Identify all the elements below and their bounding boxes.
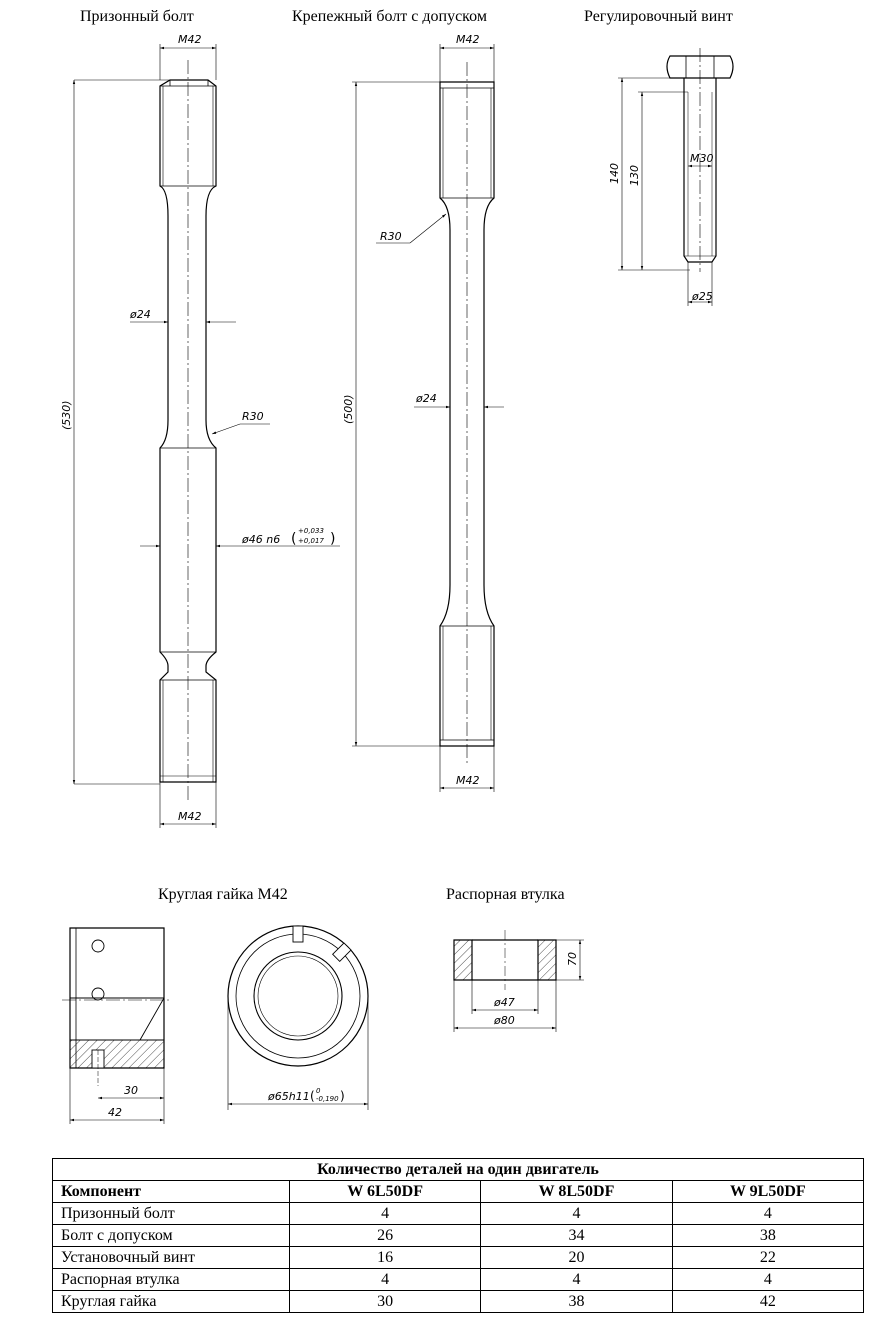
dim-140: 140: [608, 163, 621, 184]
dim-r30-fitted: R30: [242, 410, 264, 423]
svg-text:(: (: [291, 531, 297, 547]
dim-d24-tol: ø24: [416, 392, 437, 405]
title-tolerance-bolt: Крепежный болт с допуском: [292, 8, 487, 25]
cell-value: 16: [290, 1247, 481, 1269]
round-nut-side-view: [62, 928, 172, 1086]
title-spacer: Распорная втулка: [446, 886, 565, 903]
table-caption-row: [53, 1159, 864, 1181]
svg-text:(: (: [310, 1089, 315, 1103]
dim-r30-tol: R30: [380, 230, 402, 243]
table-header-row: [53, 1181, 864, 1203]
cell-value: 4: [290, 1269, 481, 1291]
dim-d46-tol-upper: +0,033: [298, 527, 324, 535]
cell-value: 4: [672, 1203, 863, 1225]
cell-value: 34: [481, 1225, 672, 1247]
svg-text:): ): [340, 1089, 345, 1103]
dim-d24-fitted: ø24: [130, 308, 151, 321]
dim-500: (500): [342, 394, 355, 424]
dim-d25: ø25: [692, 290, 713, 303]
title-fitted-bolt: Призонный болт: [80, 8, 194, 25]
dim-m42-top: M42: [178, 33, 202, 46]
dim-m42-tol-bottom: M42: [456, 774, 480, 787]
header-component: Компонент: [53, 1181, 290, 1203]
cell-value: 4: [672, 1269, 863, 1291]
round-nut-front-view: [228, 926, 368, 1066]
spacer-drawing: [454, 930, 556, 990]
cell-value: 38: [672, 1225, 863, 1247]
row-label: Призонный болт: [53, 1203, 290, 1225]
title-adjust-screw: Регулировочный винт: [584, 8, 733, 25]
dim-spacer-d47: ø47: [494, 996, 515, 1009]
svg-text:): ): [330, 531, 336, 547]
cell-value: 26: [290, 1225, 481, 1247]
parts-quantity-table: [52, 1158, 864, 1313]
cell-value: 38: [481, 1291, 672, 1313]
cell-value: 4: [481, 1269, 672, 1291]
table-row: [53, 1247, 864, 1269]
dim-nut-d65-tol-upper: 0: [316, 1087, 321, 1095]
dim-d46-tol-lower: +0,017: [298, 537, 324, 545]
cell-value: 22: [672, 1247, 863, 1269]
cell-value: 42: [672, 1291, 863, 1313]
cell-value: 4: [290, 1203, 481, 1225]
tolerance-bolt-drawing: [440, 62, 494, 764]
table-row: [53, 1269, 864, 1291]
dim-m42-bottom: M42: [178, 810, 202, 823]
dim-m42-tol-top: M42: [456, 33, 480, 46]
dim-nut-d65-tol-lower: -0,190: [316, 1095, 339, 1103]
dim-nut-30: 30: [124, 1084, 138, 1097]
dim-d46: ø46 n6: [242, 533, 281, 546]
table-row: [53, 1291, 864, 1313]
table-row: [53, 1225, 864, 1247]
cell-value: 4: [481, 1203, 672, 1225]
table-caption: Количество деталей на один двигатель: [53, 1159, 864, 1181]
dim-nut-d65: ø65h11: [268, 1090, 310, 1103]
cell-value: 30: [290, 1291, 481, 1313]
cell-value: 20: [481, 1247, 672, 1269]
row-label: Установочный винт: [53, 1247, 290, 1269]
header-w9l50df: W 9L50DF: [672, 1181, 863, 1203]
row-label: Круглая гайка: [53, 1291, 290, 1313]
dim-spacer-d80: ø80: [494, 1014, 515, 1027]
header-w8l50df: W 8L50DF: [481, 1181, 672, 1203]
title-round-nut: Круглая гайка М42: [158, 886, 288, 903]
dim-130: 130: [628, 165, 641, 186]
row-label: Болт с допуском: [53, 1225, 290, 1247]
dim-spacer-70: 70: [566, 952, 579, 966]
dim-m30: M30: [690, 152, 714, 165]
table-row: [53, 1203, 864, 1225]
header-w6l50df: W 6L50DF: [290, 1181, 481, 1203]
fitted-bolt-drawing: [160, 60, 216, 800]
dim-nut-42: 42: [108, 1106, 122, 1119]
dim-530: (530): [60, 400, 73, 430]
row-label: Распорная втулка: [53, 1269, 290, 1291]
